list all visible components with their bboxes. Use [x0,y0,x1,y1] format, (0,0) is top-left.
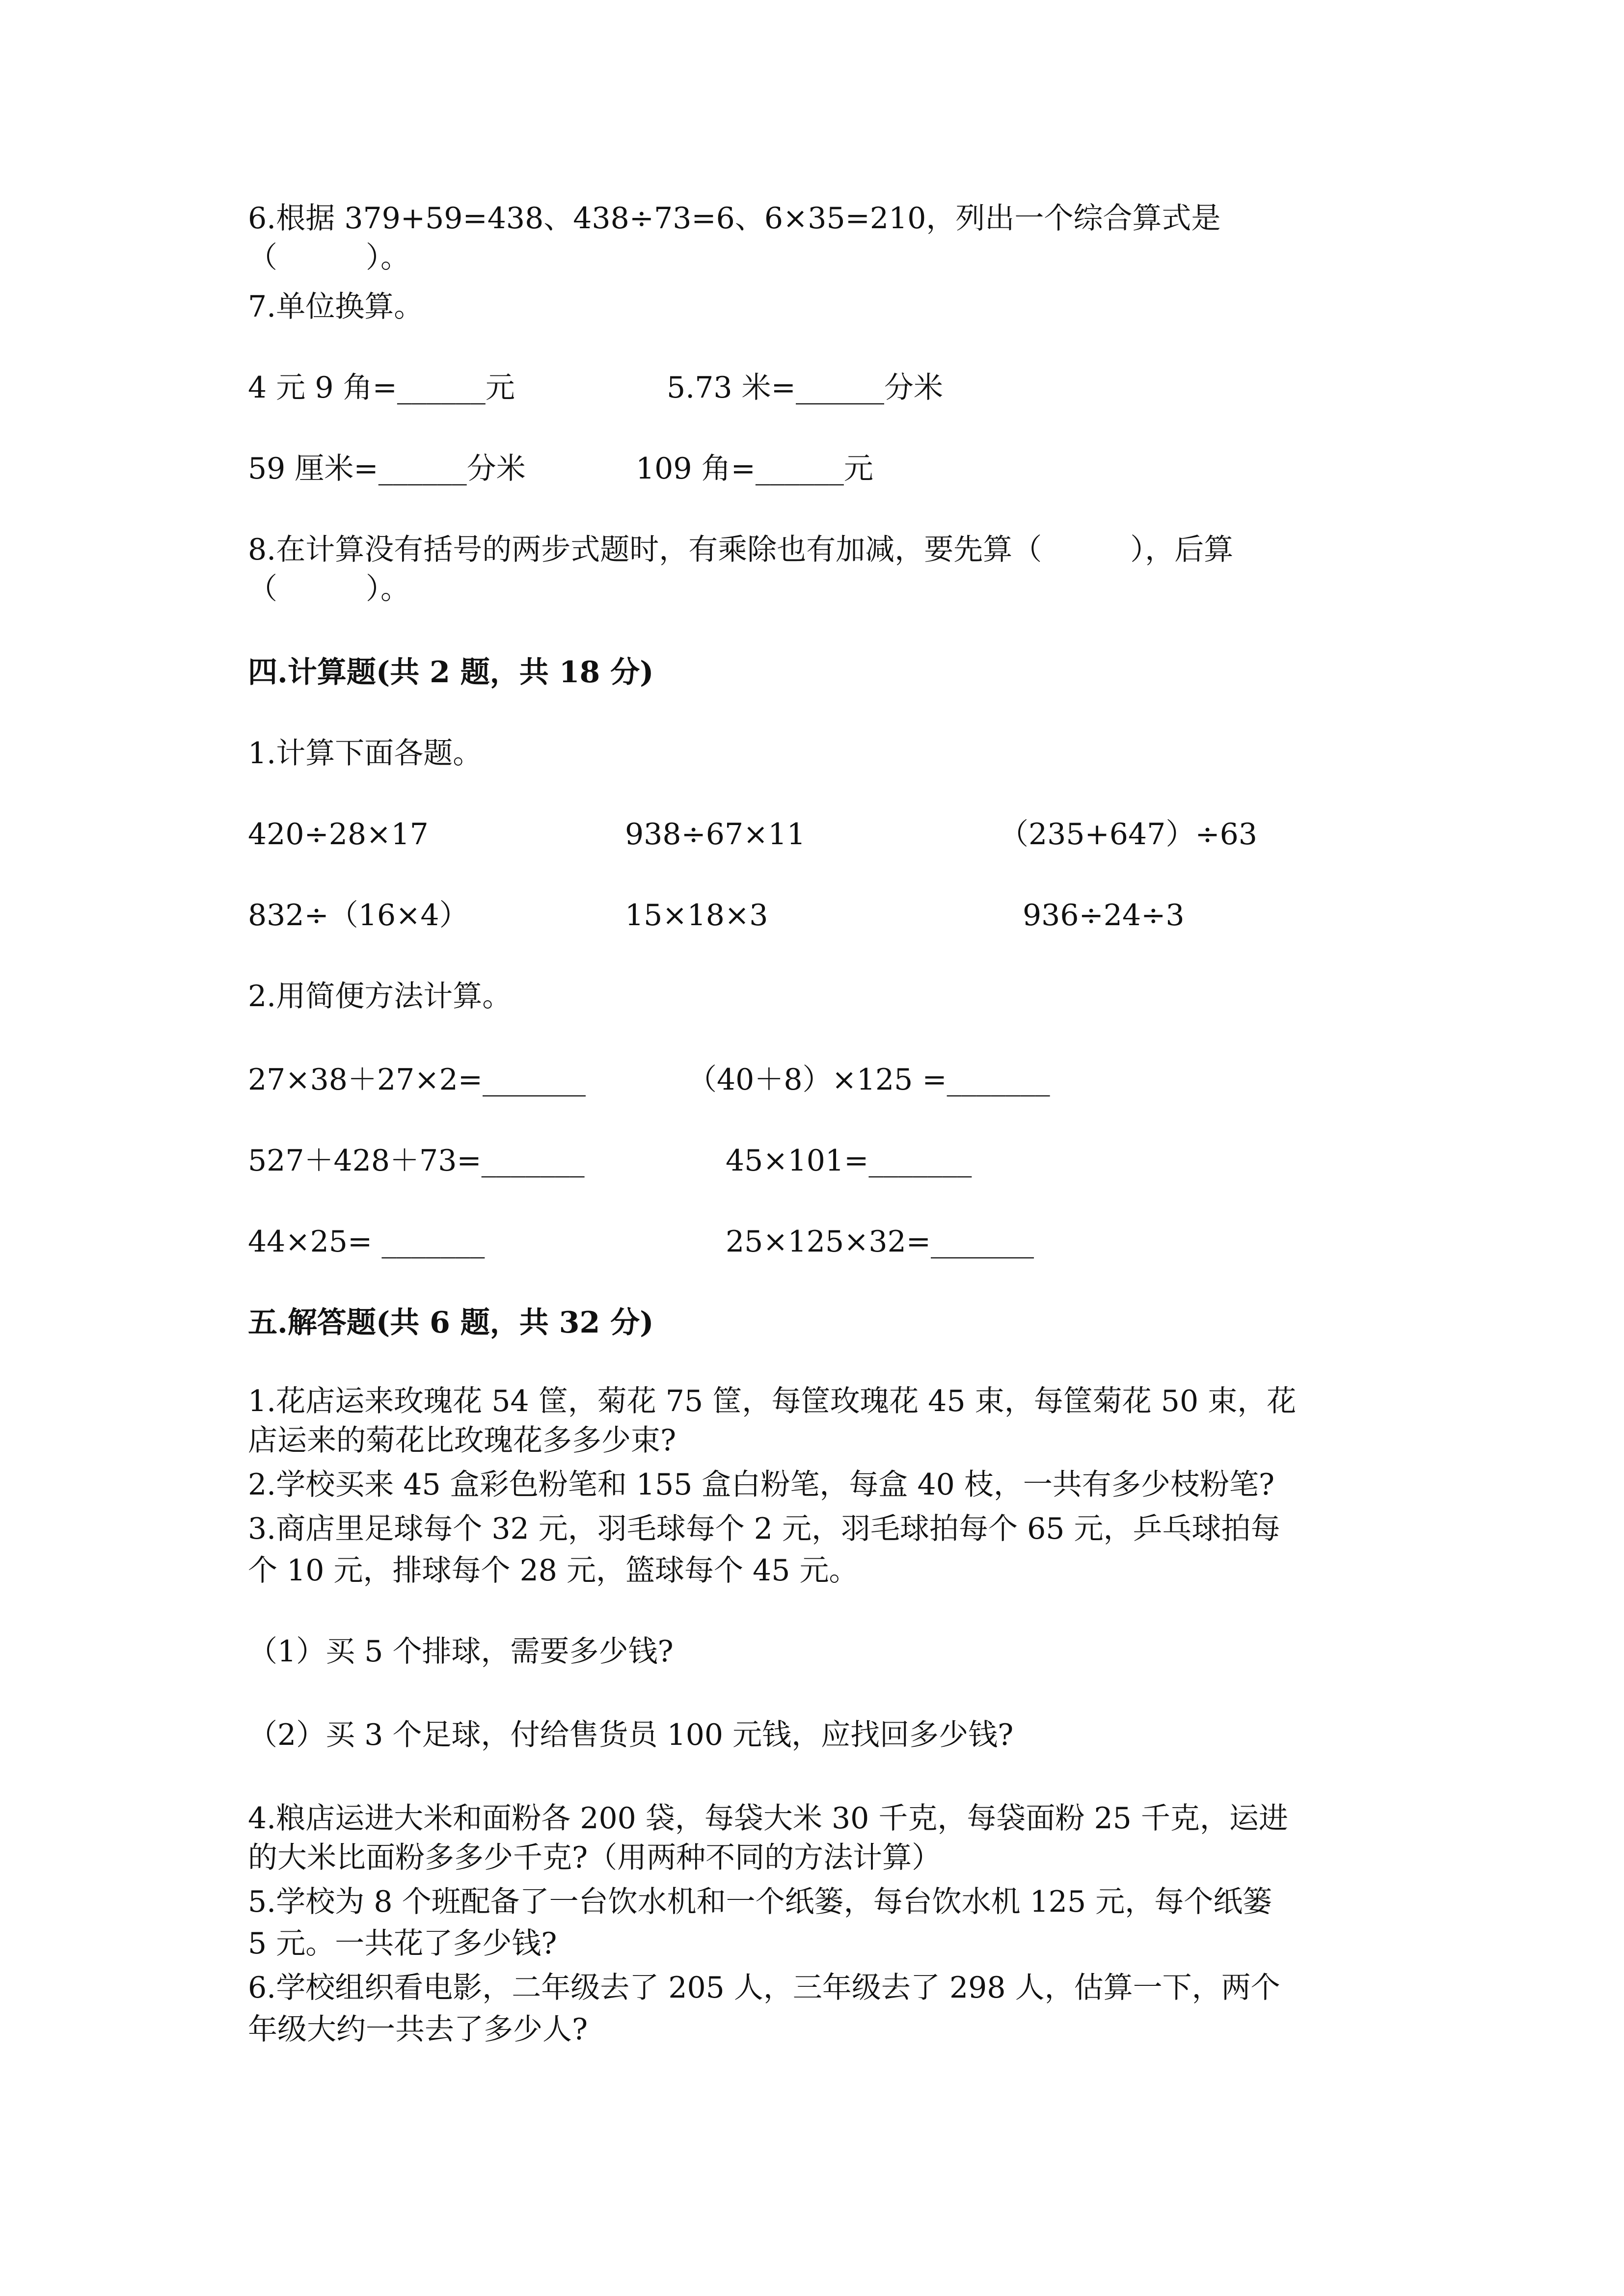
calc-item: 15×18×3 [625,898,768,933]
question-5-line: 个 10 元，排球每个 28 元，篮球每个 45 元。 [248,1553,859,1588]
question-3-7-title: 7.单位换算。 [248,290,424,324]
simplified-calc-item: 44×25= _______ [248,1225,485,1259]
question-5-line: 店运来的菊花比玫瑰花多多少束? [248,1423,677,1458]
calc-item: 938÷67×11 [625,817,806,852]
question-5-line: 的大米比面粉多多少千克?（用两种不同的方法计算） [248,1841,942,1875]
simplified-calc-item: 45×101=_______ [726,1144,972,1178]
question-5-line: 2.学校买来 45 盒彩色粉笔和 155 盒白粉笔，每盒 40 枝，一共有多少枝粉笔? [248,1468,1275,1502]
question-5-subquestion: （2）买 3 个足球，付给售货员 100 元钱，应找回多少钱? [248,1718,1014,1752]
section-4-heading: 四.计算题(共 2 题，共 18 分) [248,655,654,690]
question-3-6-line2: （ ）。 [248,240,410,275]
simplified-calc-item: 25×125×32=_______ [726,1225,1034,1259]
calc-item: 936÷24÷3 [1023,898,1185,933]
question-5-line: 5.学校为 8 个班配备了一台饮水机和一个纸篓，每台饮水机 125 元，每个纸篓 [248,1885,1272,1919]
question-5-line: 1.花店运来玫瑰花 54 筐，菊花 75 筐，每筐玫瑰花 45 束，每筐菊花 50 束，花 [248,1384,1297,1418]
question-5-line: 年级大约一共去了多少人? [248,2012,588,2047]
question-3-8-line2: （ ）。 [248,572,410,606]
unit-conversion-item: 5.73 米=______分米 [667,371,943,405]
question-5-line: 4.粮店运进大米和面粉各 200 袋，每袋大米 30 千克，每袋面粉 25 千克，运进 [248,1801,1288,1836]
simplified-calc-item: （40＋8）×125 =_______ [687,1063,1050,1097]
unit-conversion-item: 109 角=______元 [636,452,873,486]
question-5-subquestion: （1）买 5 个排球，需要多少钱? [248,1634,674,1669]
question-5-line: 6.学校组织看电影，二年级去了 205 人，三年级去了 298 人，估算一下，两个 [248,1971,1280,2005]
question-5-line: 5 元。一共花了多少钱? [248,1926,557,1961]
unit-conversion-item: 4 元 9 角=______元 [248,371,515,405]
simplified-calc-item: 527＋428＋73=_______ [248,1144,585,1178]
question-3-6-line1: 6.根据 379+59=438、438÷73=6、6×35=210，列出一个综合算式是 [248,201,1221,236]
calc-item: 420÷28×17 [248,817,429,852]
question-4-2-title: 2.用简便方法计算。 [248,979,512,1014]
calc-item: （235+647）÷63 [999,817,1257,852]
unit-conversion-item: 59 厘米=______分米 [248,452,526,486]
question-5-line: 3.商店里足球每个 32 元，羽毛球每个 2 元，羽毛球拍每个 65 元，乒乓球拍每 [248,1512,1280,1546]
question-4-1-title: 1.计算下面各题。 [248,736,483,771]
question-3-8-line1: 8.在计算没有括号的两步式题时，有乘除也有加减，要先算（ ），后算 [248,533,1234,567]
section-5-heading: 五.解答题(共 6 题，共 32 分) [248,1306,654,1340]
calc-item: 832÷（16×4） [248,898,469,933]
simplified-calc-item: 27×38＋27×2=_______ [248,1063,586,1097]
